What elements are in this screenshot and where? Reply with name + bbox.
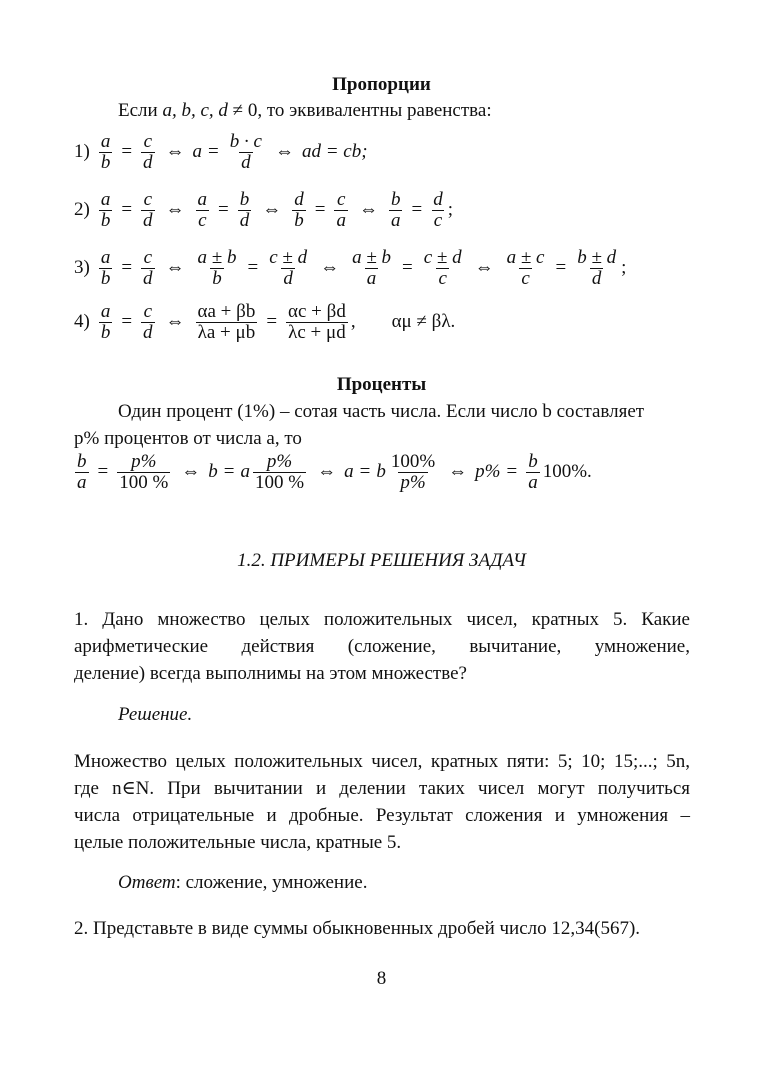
solution-line-3: числа отрицательные и дробные. Результат сложения и умножения – <box>74 805 690 826</box>
problem2: 2. Представьте в виде суммы обыкновенных дробей число 12,34(567). <box>74 918 641 939</box>
formula-row-1: 1) $\frac{a}{b}$ = $\frac{c}{d}$ ⇔ a = $\frac{b \cdot c}{d}$ ⇔ ad = cb; <box>74 130 368 173</box>
percents-text-line-2: p% процентов от числа a, то <box>74 428 302 449</box>
proportions-title: Пропорции <box>332 74 431 95</box>
percents-text-line-1: Один процент (1%) – сотая часть числа. Если число b составляет <box>118 401 645 422</box>
solution-label: Решение. <box>118 704 193 725</box>
answer: Ответ: сложение, умножение. <box>118 872 368 893</box>
formula-row-2: 2) $\frac{a}{b}$ = $\frac{c}{d}$ ⇔ $\frac{a}{c}$ = $\frac{b}{d}$ ⇔ $\frac{d}{b}$ = $\frac{c}{a}$ ⇔ $\frac{b}{a}$ = $\frac{d}{c}$ ; <box>74 188 453 231</box>
formula-row-3: 3) $\frac{a}{b}$ = $\frac{c}{d}$ ⇔ $\frac{a \pm b}{b}$ = $\frac{c \pm d}{d}$ ⇔ $\frac{a \pm b}{a}$ = $\frac{c \pm d}{c}$ ⇔ $\frac{a \pm c}{c}$ = $\frac{b \pm d}{d}$ ; <box>74 246 627 289</box>
problem1-line-3: деление) всегда выполнимы на этом множестве? <box>74 663 467 684</box>
formula-row-4: 4) $\frac{a}{b}$ = $\frac{c}{d}$ ⇔ $\frac{\alpha a + \beta b}{\lambda a + \mu b}$ = $\frac{\alpha c + \beta d}{\lambda c + \mu d}$ , αμ ≠ βλ. <box>74 300 456 343</box>
section-heading: 1.2. ПРИМЕРЫ РЕШЕНИЯ ЗАДАЧ <box>237 550 526 571</box>
percents-title: Проценты <box>336 374 427 395</box>
problem1-line-1: 1. Дано множество целых положительных чисел, кратных 5. Какие <box>74 609 690 630</box>
percent-formula: $\frac{b}{a}$ = $\frac{p\%}{100 \%}$ ⇔ b = a $\frac{p\%}{100 \%}$ ⇔ a = b $\frac{100\%}{p\%}$ ⇔ p% = $\frac{b}{a}$ 100%. <box>77 450 592 493</box>
solution-line-1: Множество целых положительных чисел, кратных пяти: 5; 10; 15;...; 5n, <box>74 751 690 772</box>
problem1-line-2: арифметические действия (сложение, вычитание, умножение, <box>74 636 690 657</box>
proportions-intro: Если a, b, c, d ≠ 0, то эквивалентны равенства: <box>118 100 492 121</box>
solution-line-4: целые положительные числа, кратные 5. <box>74 832 402 853</box>
page-number: 8 <box>376 968 387 989</box>
solution-line-2: где n∈N. При вычитании и делении таких чисел могут получиться <box>74 778 690 799</box>
